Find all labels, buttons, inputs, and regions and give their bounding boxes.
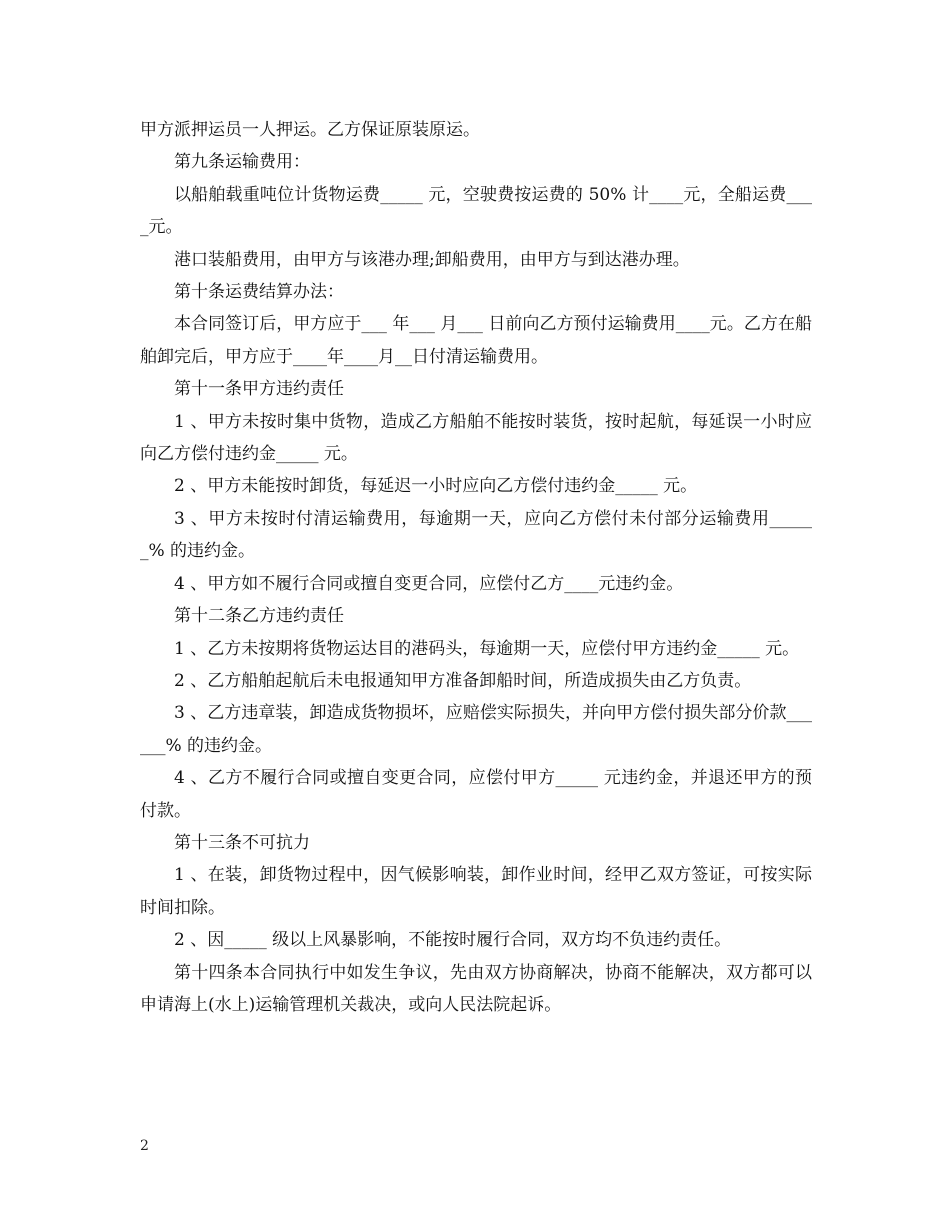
- paragraph: 以船舶载重吨位计货物运费_____ 元，空驶费按运费的 50% 计____元，全船运费____元。: [140, 184, 812, 238]
- paragraph: 1 、乙方未按期将货物运达目的港码头，每逾期一天，应偿付甲方违约金_____ 元。: [174, 638, 800, 659]
- paragraph: 2 、甲方未能按时卸货，每延迟一小时应向乙方偿付违约金_____ 元。: [174, 476, 698, 497]
- paragraph: 1 、在装，卸货物过程中，因气候影响装，卸作业时间，经甲乙双方签证，可按实际时间扣除。: [140, 865, 812, 918]
- paragraph: 1 、甲方未按时集中货物，造成乙方船舶不能按时装货，按时起航，每延误一小时应向乙方偿付违约金_____ 元。: [140, 411, 812, 465]
- paragraph: 3 、乙方违章装，卸造成货物损坏，应赔偿实际损失，并向甲方偿付损失部分价款______% 的违约金。: [140, 703, 812, 756]
- paragraph: 2 、因_____ 级以上风暴影响，不能按时履行合同，双方均不负违约责任。: [174, 930, 732, 951]
- paragraph: 第十三条不可抗力: [174, 832, 310, 853]
- paragraph: 2 、乙方船舶起航后未电报通知甲方准备卸船时间，所造成损失由乙方负责。: [174, 670, 752, 691]
- paragraph: 4 、乙方不履行合同或擅自变更合同，应偿付甲方_____ 元违约金，并退还甲方的预付款。: [140, 768, 812, 821]
- paragraph: 第九条运输费用：: [174, 152, 310, 173]
- page-number: 2: [140, 1138, 149, 1154]
- paragraph: 本合同签订后，甲方应于___ 年___ 月___ 日前向乙方预付运输费用____元。乙方在船舶卸完后，甲方应于____年____月__日付清运输费用。: [140, 314, 812, 367]
- paragraph: 甲方派押运员一人押运。乙方保证原装原运。: [140, 120, 480, 140]
- paragraph: 第十二条乙方违约责任: [174, 606, 344, 627]
- paragraph: 第十四条本合同执行中如发生争议，先由双方协商解决，协商不能解决，双方都可以申请海上(水上)运输管理机关裁决，或向人民法院起诉。: [140, 962, 812, 1015]
- paragraph: 3 、甲方未按时付清运输费用，每逾期一天，应向乙方偿付未付部分运输费用______% 的违约金。: [140, 508, 812, 562]
- paragraph: 4 、甲方如不履行合同或擅自变更合同，应偿付乙方____元违约金。: [174, 573, 684, 594]
- paragraph: 港口装船费用，由甲方与该港办理;卸船费用，由甲方与到达港办理。: [174, 249, 690, 270]
- paragraph: 第十一条甲方违约责任: [174, 379, 344, 400]
- document-body: [140, 114, 812, 1021]
- paragraph: 第十条运费结算办法：: [174, 282, 344, 303]
